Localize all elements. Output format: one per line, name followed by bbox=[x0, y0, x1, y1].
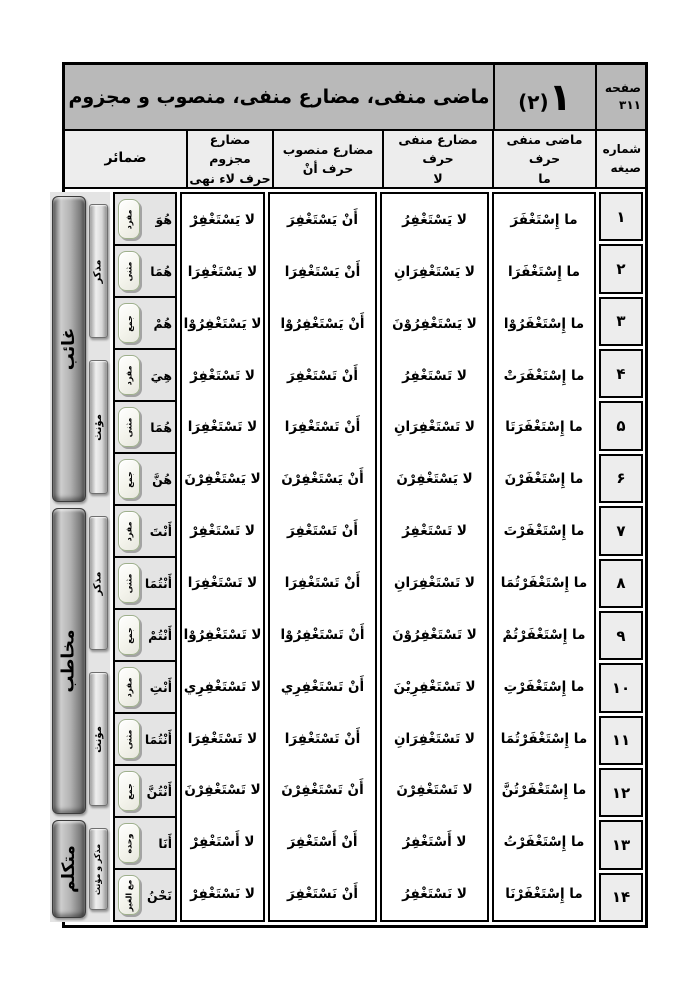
present-cell: لا تَسْتَغْفِرُ bbox=[402, 523, 467, 540]
pronoun-word: أَنْتُمْ bbox=[148, 627, 172, 643]
person-bars-zone bbox=[50, 192, 110, 922]
juss-cell: لا يَسْتَغْفِرْ bbox=[190, 211, 255, 228]
present-cell: لا تَسْتَغْفِرُوْنَ bbox=[392, 626, 477, 643]
past-cell: ما إِسْتَغْفَرْتُمْ bbox=[502, 626, 586, 643]
number-tag-button: مفرد bbox=[118, 199, 140, 239]
pronoun-cell bbox=[113, 764, 177, 818]
pronoun-word: أَنْتُمَا bbox=[144, 731, 172, 747]
subjunctive-column bbox=[268, 192, 377, 922]
subj-cell: أَنْ يَسْتَغْفِرَ bbox=[287, 211, 358, 228]
present-cell: لا يَسْتَغْفِرَانِ bbox=[394, 263, 475, 280]
index-cell: ۱۱ bbox=[599, 716, 643, 765]
past-cell: ما إِسْتَغْفَرُوْا bbox=[503, 315, 585, 332]
past-cell: ما إِسْتَغْفَرَا bbox=[508, 263, 580, 280]
number-tag-button: مفرد bbox=[118, 355, 140, 395]
past-negative-column bbox=[492, 192, 596, 922]
juss-cell: لا يَسْتَغْفِرْنَ bbox=[184, 471, 261, 488]
index-cell: ۸ bbox=[599, 559, 643, 608]
feminine-bar: مؤنث bbox=[89, 672, 108, 806]
pronoun-cell bbox=[113, 608, 177, 662]
number-tag-button: جمع bbox=[118, 303, 140, 343]
present-cell: لا تَسْتَغْفِرَانِ bbox=[394, 730, 475, 747]
present-cell: لا يَسْتَغْفِرُ bbox=[402, 211, 467, 228]
index-cell: ۷ bbox=[599, 506, 643, 555]
juss-cell: لا تَسْتَغْفِرْ bbox=[190, 367, 255, 384]
number-tag-button: جمع bbox=[118, 459, 140, 499]
pronoun-word: هُنَّ bbox=[152, 471, 172, 487]
pronoun-cell bbox=[113, 296, 177, 350]
lesson-number-main: ۱ bbox=[548, 75, 572, 119]
feminine-bar: مؤنث bbox=[89, 360, 108, 494]
index-cell: ۹ bbox=[599, 611, 643, 660]
column-header-present-negative: مضارع منفی حرف لا bbox=[382, 131, 492, 187]
subj-cell: أَنْ نَسْتَغْفِرَ bbox=[287, 886, 358, 903]
subj-cell: أَنْ تَسْتَغْفِرَ bbox=[287, 523, 358, 540]
pronoun-word: هُوَ bbox=[155, 211, 172, 227]
present-cell: لا أَسْتَغْفِرُ bbox=[402, 834, 467, 851]
juss-cell: لا تَسْتَغْفِرَا bbox=[187, 574, 258, 591]
present-cell: لا نَسْتَغْفِرُ bbox=[402, 886, 467, 903]
present-cell: لا تَسْتَغْفِرِيْنَ bbox=[393, 678, 476, 695]
past-cell: ما إِسْتَغْفَرْتُمَا bbox=[500, 730, 588, 747]
pronoun-cell bbox=[113, 816, 177, 870]
number-tag-button: جمع bbox=[118, 771, 140, 811]
subj-cell: أَنْ يَسْتَغْفِرُوْا bbox=[280, 315, 365, 332]
third-person-group bbox=[51, 193, 109, 505]
past-cell: ما إِسْتَغْفَرْتَ bbox=[503, 523, 585, 540]
number-tag-button: مع الغیر bbox=[118, 875, 140, 915]
masculine-bar: مذکر bbox=[89, 516, 108, 650]
pronoun-word: نَحْنُ bbox=[147, 887, 172, 903]
masculine-bar: مذکر bbox=[89, 204, 108, 338]
present-cell: لا تَسْتَغْفِرَانِ bbox=[394, 574, 475, 591]
present-cell: لا يَسْتَغْفِرْنَ bbox=[396, 471, 473, 488]
pronoun-cell bbox=[113, 556, 177, 610]
pronoun-cell bbox=[113, 712, 177, 766]
column-header-jussive: مضارع مجزوم حرف لاء نهی bbox=[186, 131, 272, 187]
first-person-bar: متکلم bbox=[52, 820, 86, 918]
past-cell: ما إِسْتَغْفَرْنَ bbox=[504, 471, 584, 488]
index-column bbox=[599, 192, 643, 922]
past-cell: ما إِسْتَغْفَرَتْ bbox=[503, 367, 585, 384]
subj-cell: أَنْ يَسْتَغْفِرْنَ bbox=[281, 471, 364, 488]
first-person-group bbox=[51, 817, 109, 921]
juss-cell: لا تَسْتَغْفِرَا bbox=[187, 730, 258, 747]
pronouns-column bbox=[113, 192, 177, 922]
index-cell: ۱۲ bbox=[599, 768, 643, 817]
number-tag-button: مثنی bbox=[118, 563, 140, 603]
index-cell: ۳ bbox=[599, 297, 643, 346]
number-tag-button: مفرد bbox=[118, 667, 140, 707]
page-number: ۳۱۱ bbox=[619, 98, 641, 112]
table-body bbox=[59, 187, 645, 925]
jussive-column bbox=[180, 192, 265, 922]
column-header-pronouns: ضمائر bbox=[104, 150, 147, 167]
column-header-subjunctive: مضارع منصوب حرف أنْ bbox=[272, 131, 382, 187]
third-person-bar: غائب bbox=[52, 196, 86, 502]
index-cell: ۴ bbox=[599, 349, 643, 398]
juss-cell: لا أَسْتَغْفِرْ bbox=[190, 834, 255, 851]
index-cell: ۱ bbox=[599, 192, 643, 241]
index-cell: ۱۰ bbox=[599, 663, 643, 712]
past-cell: ما إِسْتَغْفَرَتَا bbox=[505, 419, 583, 436]
pronoun-word: هُمَا bbox=[150, 263, 172, 279]
juss-cell: لا تَسْتَغْفِرُوْا bbox=[183, 626, 262, 643]
juss-cell: لا يَسْتَغْفِرُوْا bbox=[183, 315, 262, 332]
number-tag-button: مثنی bbox=[118, 719, 140, 759]
number-tag-button: جمع bbox=[118, 615, 140, 655]
pronoun-cell bbox=[113, 452, 177, 506]
past-cell: ما إِسْتَغْفَرْتُنَّ bbox=[501, 782, 587, 799]
juss-cell: لا يَسْتَغْفِرَا bbox=[187, 263, 258, 280]
pronoun-cell bbox=[113, 192, 177, 246]
second-person-group bbox=[51, 505, 109, 817]
juss-cell: لا تَسْتَغْفِرَا bbox=[187, 419, 258, 436]
second-person-bar: مخاطب bbox=[52, 508, 86, 814]
pronoun-word: أَنَا bbox=[158, 835, 172, 851]
present-negative-column bbox=[380, 192, 489, 922]
conjugation-table bbox=[59, 62, 648, 928]
subj-cell: أَنْ تَسْتَغْفِرْنَ bbox=[281, 782, 364, 799]
pronoun-word: أَنْتِ bbox=[149, 679, 172, 695]
present-cell: لا يَسْتَغْفِرُوْنَ bbox=[392, 315, 477, 332]
juss-cell: لا تَسْتَغْفِرْنَ bbox=[184, 782, 261, 799]
pronoun-cell bbox=[113, 868, 177, 922]
page-title: ماضی منفی، مضارع منفی، منصوب و مجزوم bbox=[68, 86, 490, 108]
page-number-cell bbox=[597, 65, 645, 129]
column-header-index: شماره صیغه bbox=[602, 142, 641, 175]
subj-cell: أَنْ تَسْتَغْفِرَا bbox=[284, 419, 361, 436]
subj-cell: أَنْ تَسْتَغْفِرَ bbox=[287, 367, 358, 384]
index-cell: ۲ bbox=[599, 244, 643, 293]
lesson-number-paren: (۲) bbox=[518, 90, 549, 114]
pronoun-cell bbox=[113, 504, 177, 558]
column-header-past-negative: ماضی منفی حرف ما bbox=[492, 131, 597, 187]
pronoun-cell bbox=[113, 660, 177, 714]
pronoun-word: هُمْ bbox=[153, 315, 172, 331]
number-tag-button: مثنی bbox=[118, 407, 140, 447]
pronoun-word: هِيَ bbox=[150, 367, 172, 383]
past-cell: ما إِسْتَغْفَرْتِ bbox=[503, 678, 585, 695]
pronoun-word: هُمَا bbox=[150, 419, 172, 435]
pronoun-word: أَنْتُمَا bbox=[144, 575, 172, 591]
page-word: صفحه bbox=[604, 80, 641, 95]
index-cell: ۶ bbox=[599, 454, 643, 503]
juss-cell: لا نَسْتَغْفِرْ bbox=[190, 886, 255, 903]
index-cell: ۵ bbox=[599, 401, 643, 450]
present-cell: لا تَسْتَغْفِرَانِ bbox=[394, 419, 475, 436]
pronoun-cell bbox=[113, 348, 177, 402]
index-cell: ۱۳ bbox=[599, 820, 643, 869]
subj-cell: أَنْ تَسْتَغْفِرُوْا bbox=[280, 626, 365, 643]
past-cell: ما إِسْتَغْفَرْتُمَا bbox=[500, 574, 588, 591]
pronoun-word: أَنْتَ bbox=[149, 523, 172, 539]
pronoun-cell bbox=[113, 400, 177, 454]
pronoun-cell bbox=[113, 244, 177, 298]
pronoun-word: أَنْتُنَّ bbox=[146, 783, 172, 799]
past-cell: ما إِسْتَغْفَرْنَا bbox=[505, 886, 583, 903]
subj-cell: أَنْ يَسْتَغْفِرَا bbox=[284, 263, 361, 280]
lesson-number-cell bbox=[493, 65, 597, 129]
juss-cell: لا تَسْتَغْفِرْ bbox=[190, 523, 255, 540]
number-tag-button: مثنی bbox=[118, 251, 140, 291]
column-header-row bbox=[65, 129, 645, 187]
subj-cell: أَنْ تَسْتَغْفِرَا bbox=[284, 730, 361, 747]
table-header-band bbox=[65, 65, 645, 129]
index-cell: ۱۴ bbox=[599, 873, 643, 922]
subj-cell: أَنْ تَسْتَغْفِرِي bbox=[280, 678, 365, 695]
subj-cell: أَنْ تَسْتَغْفِرَا bbox=[284, 574, 361, 591]
past-cell: ما إِسْتَغْفَرَ bbox=[510, 211, 578, 228]
present-cell: لا تَسْتَغْفِرْنَ bbox=[396, 782, 473, 799]
number-tag-button: مفرد bbox=[118, 511, 140, 551]
past-cell: ما إِسْتَغْفَرْتُ bbox=[503, 834, 585, 851]
present-cell: لا تَسْتَغْفِرُ bbox=[402, 367, 467, 384]
number-tag-button: وحده bbox=[118, 823, 140, 863]
masculine-and-feminine-bar: مذکر و مؤنث bbox=[89, 828, 108, 910]
subj-cell: أَنْ أَسْتَغْفِرَ bbox=[287, 834, 358, 851]
juss-cell: لا تَسْتَغْفِرِي bbox=[183, 678, 262, 695]
